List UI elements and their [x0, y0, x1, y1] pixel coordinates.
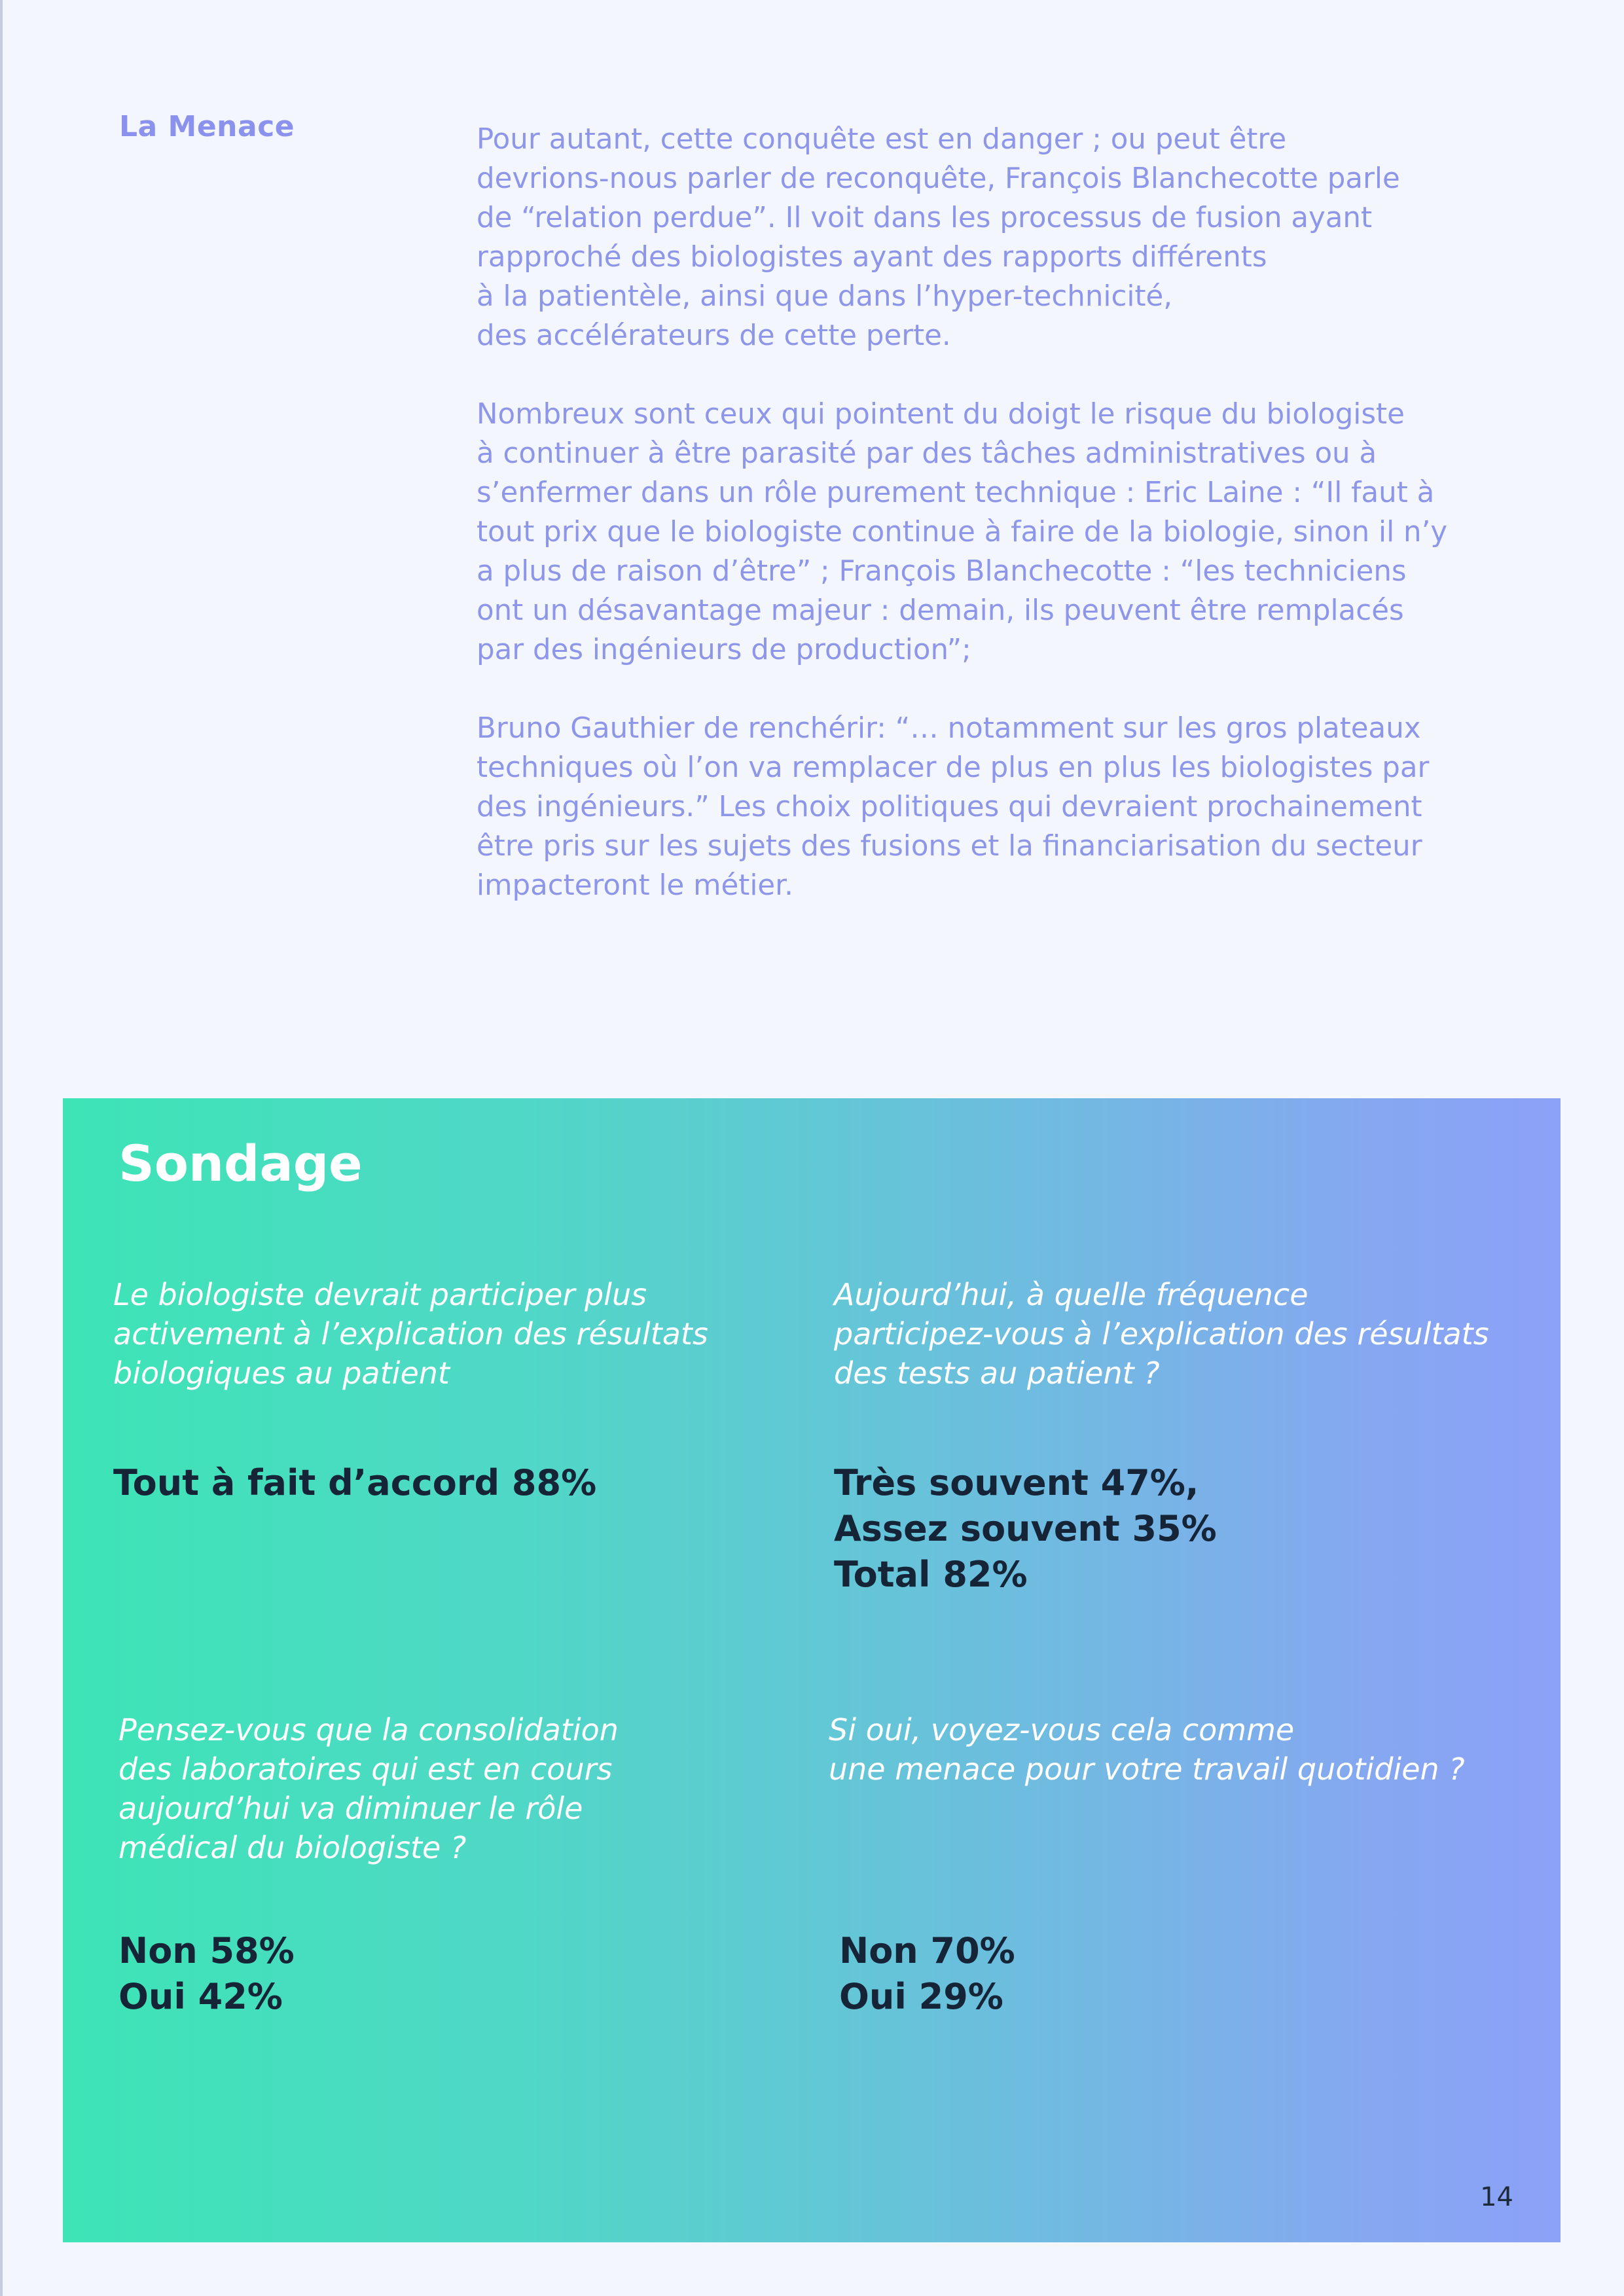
survey-question-2 [834, 1275, 1489, 1393]
survey-answer-2 [834, 1460, 1217, 1598]
text-line: techniques où l’on va remplacer de plus en plus les biologistes par [477, 751, 1430, 784]
survey-answer-1 [113, 1460, 596, 1506]
text-line: devrions-nous parler de reconquête, François Blanchecotte parle [477, 162, 1400, 195]
answer-line: Non 70% [839, 1930, 1015, 1971]
text-line: Bruno Gauthier de renchérir: “… notamment sur les gros plateaux [477, 712, 1421, 745]
question-line: Aujourd’hui, à quelle fréquence [834, 1277, 1308, 1312]
text-line: rapproché des biologistes ayant des rapports différents [477, 241, 1267, 274]
question-line: des laboratoires qui est en cours [118, 1751, 613, 1787]
text-line: de “relation perdue”. Il voit dans les processus de fusion ayant [477, 202, 1373, 234]
survey-answer-4 [839, 1928, 1015, 2020]
text-line: à continuer à être parasité par des tâches administratives ou à [477, 437, 1377, 470]
answer-line: Tout à fait d’accord 88% [113, 1462, 597, 1503]
page-edge-line [0, 0, 3, 2296]
question-line: biologiques au patient [113, 1355, 450, 1391]
text-line: a plus de raison d’être” ; François Blanchecotte : “les techniciens [477, 555, 1407, 588]
question-line: des tests au patient ? [834, 1355, 1160, 1391]
question-line: aujourd’hui va diminuer le rôle [118, 1791, 583, 1826]
question-line: Le biologiste devrait participer plus [113, 1277, 647, 1312]
text-line: être pris sur les sujets des fusions et la financiarisation du secteur [477, 830, 1422, 863]
answer-line: Assez souvent 35% [834, 1508, 1217, 1549]
survey-title: Sondage [118, 1134, 363, 1193]
question-line: médical du biologiste ? [118, 1830, 467, 1865]
answer-line: Oui 42% [118, 1976, 283, 2017]
text-line: par des ingénieurs de production”; [477, 634, 971, 666]
question-line: Pensez-vous que la consolidation [118, 1712, 619, 1748]
text-line: des ingénieurs.” Les choix politiques qui devraient prochainement [477, 791, 1422, 823]
paragraph-1 [477, 120, 1511, 355]
question-line: activement à l’explication des résultats [113, 1316, 708, 1352]
text-line: ont un désavantage majeur : demain, ils peuvent être remplacés [477, 594, 1404, 627]
question-line: Si oui, voyez-vous cela comme [829, 1712, 1295, 1748]
survey-question-3 [118, 1710, 619, 1867]
text-line: Nombreux sont ceux qui pointent du doigt le risque du biologiste [477, 398, 1405, 431]
paragraph-2 [477, 395, 1511, 670]
answer-line: Très souvent 47%, [834, 1462, 1199, 1503]
text-line: Pour autant, cette conquête est en danger ; ou peut être [477, 123, 1287, 156]
section-label: La Menace [119, 110, 295, 143]
question-line: une menace pour votre travail quotidien ? [829, 1751, 1465, 1787]
text-line: des accélérateurs de cette perte. [477, 319, 951, 352]
answer-line: Oui 29% [839, 1976, 1003, 2017]
survey-answer-3 [118, 1928, 295, 2020]
answer-line: Non 58% [118, 1930, 295, 1971]
paragraph-3 [477, 709, 1511, 905]
answer-line: Total 82% [834, 1554, 1028, 1595]
survey-panel [63, 1098, 1561, 2242]
text-line: s’enfermer dans un rôle purement technique : Eric Laine : “Il faut à [477, 476, 1435, 509]
survey-question-4 [829, 1710, 1465, 1789]
article-body [477, 120, 1511, 944]
page-number: 14 [1480, 2182, 1513, 2212]
question-line: participez-vous à l’explication des résultats [834, 1316, 1489, 1352]
text-line: à la patientèle, ainsi que dans l’hyper-technicité, [477, 280, 1173, 313]
text-line: impacteront le métier. [477, 869, 793, 902]
survey-question-1 [113, 1275, 708, 1393]
text-line: tout prix que le biologiste continue à faire de la biologie, sinon il n’y [477, 516, 1448, 548]
